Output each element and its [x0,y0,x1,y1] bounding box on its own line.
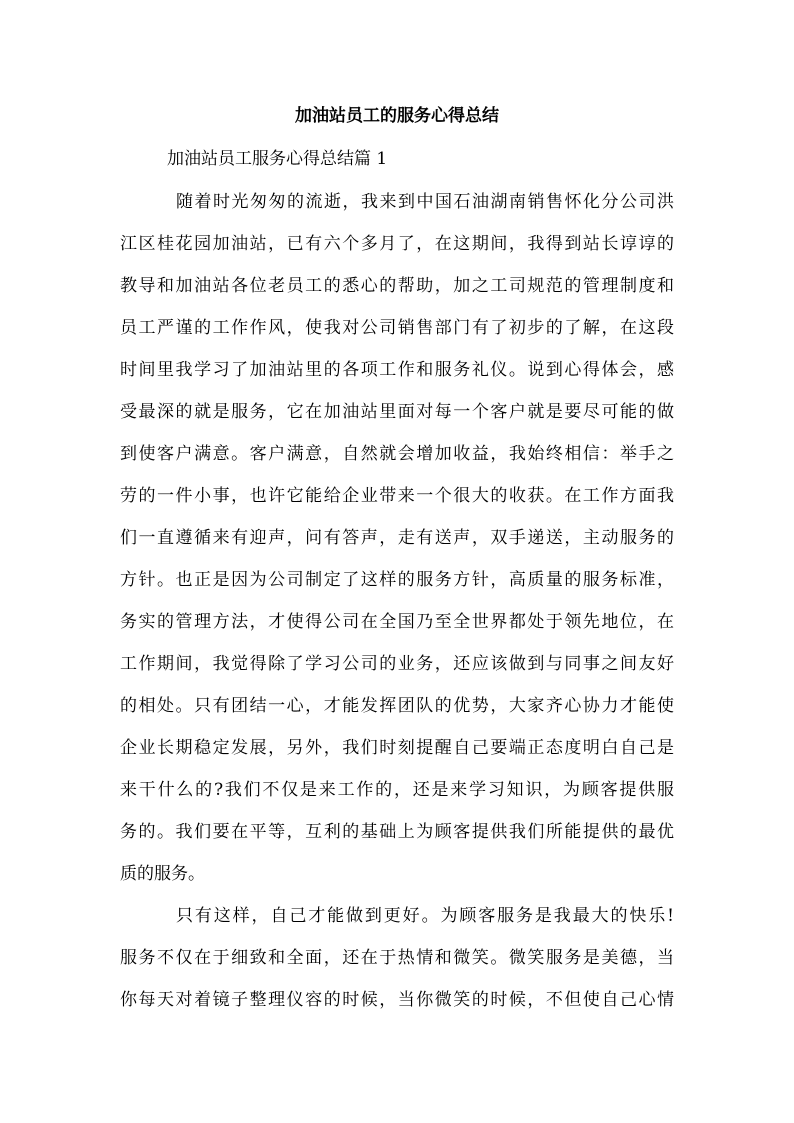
text-line: 来干什么的?我们不仅是来工作的，还是来学习知识，为顾客提供服 [120,780,674,800]
text-line: 劳的一件小事，也许它能给企业带来一个很大的收获。在工作方面我 [120,486,674,506]
text-line: 到使客户满意。客户满意，自然就会增加收益，我始终相信：举手之 [120,444,674,464]
document-title: 加油站员工的服务心得总结 [295,106,499,126]
section-heading: 加油站员工服务心得总结篇 1 [167,149,388,169]
text-line: 员工严谨的工作作风，使我对公司销售部门有了初步的了解，在这段 [120,318,674,338]
text-line: 质的服务。 [120,864,205,884]
text-line: 你每天对着镜子整理仪容的时候，当你微笑的时候，不但使自己心情 [120,990,674,1010]
text-line: 受最深的就是服务，它在加油站里面对每一个客户就是要尽可能的做 [120,402,674,422]
text-line: 的相处。只有团结一心，才能发挥团队的优势，大家齐心协力才能使 [120,696,674,716]
text-line: 们一直遵循来有迎声，问有答声，走有送声，双手递送，主动服务的 [120,528,674,548]
text-line: 工作期间，我觉得除了学习公司的业务，还应该做到与同事之间友好 [120,654,674,674]
text-line: 时间里我学习了加油站里的各项工作和服务礼仪。说到心得体会，感 [120,360,674,380]
text-line: 只有这样，自己才能做到更好。为顾客服务是我最大的快乐! [176,906,674,926]
text-line: 随着时光匆匆的流逝，我来到中国石油湖南销售怀化分公司洪 [176,192,674,212]
text-line: 务的。我们要在平等，互利的基础上为顾客提供我们所能提供的最优 [120,822,674,842]
text-line: 方针。也正是因为公司制定了这样的服务方针，高质量的服务标准， [120,570,674,590]
text-line: 企业长期稳定发展，另外，我们时刻提醒自己要端正态度明白自己是 [120,738,674,758]
text-line: 江区桂花园加油站，已有六个多月了，在这期间，我得到站长谆谆的 [120,234,674,254]
text-line: 服务不仅在于细致和全面，还在于热情和微笑。微笑服务是美德，当 [120,948,674,968]
text-line: 务实的管理方法，才使得公司在全国乃至全世界都处于领先地位，在 [120,612,674,632]
text-line: 教导和加油站各位老员工的悉心的帮助，加之工司规范的管理制度和 [120,276,674,296]
